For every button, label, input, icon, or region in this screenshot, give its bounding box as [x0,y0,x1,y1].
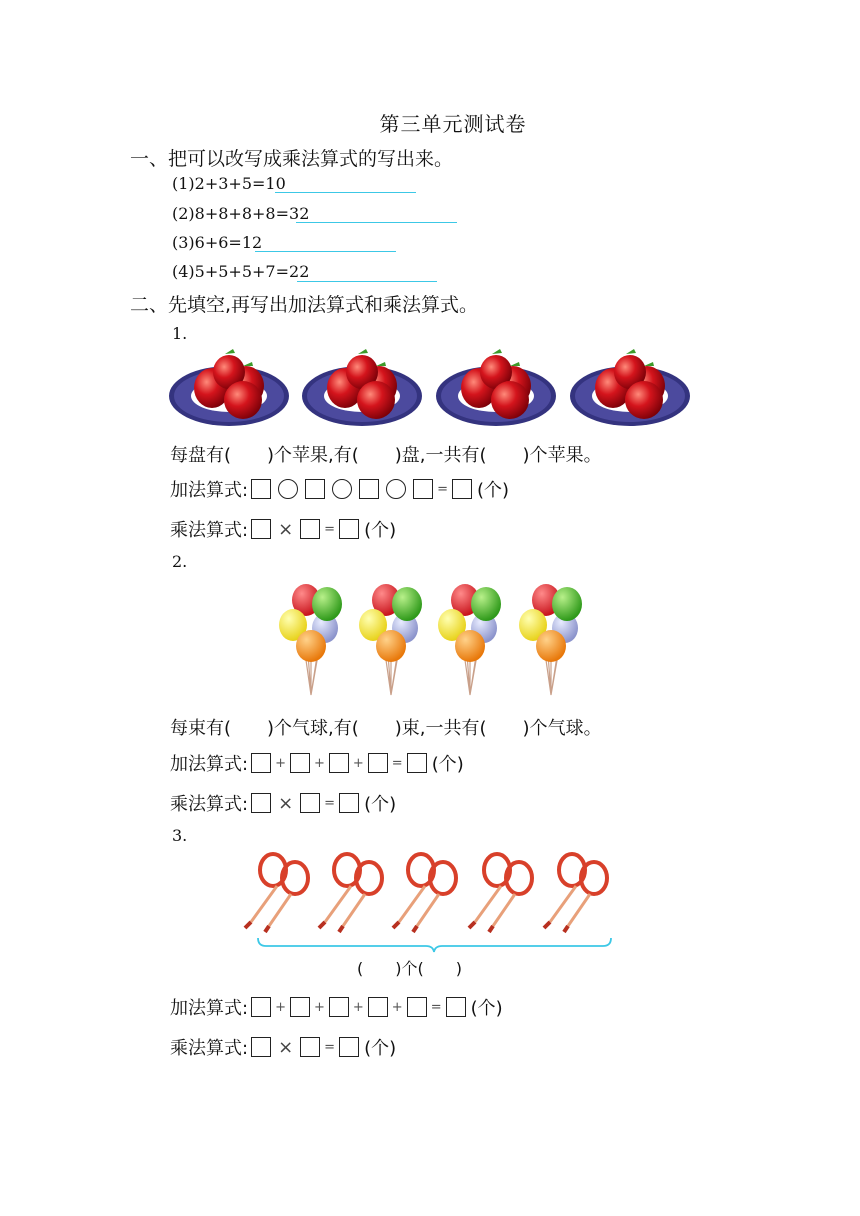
group-brace [258,938,611,952]
q1-number: 1. [172,324,188,343]
page-title: 第三单元测试卷 [379,112,527,136]
q3-multiplication-equation [170,1034,396,1060]
q3-add-result-box[interactable] [446,997,466,1017]
section1-heading: 一、把可以改写成乘法算式的写出来。 [130,148,454,170]
racket-pair-4 [469,854,532,932]
equals-sign: = [324,795,336,811]
q3-mul-box-1[interactable] [251,1037,271,1057]
unit-label: (个) [364,1038,397,1059]
unit-label: (个) [364,520,397,541]
unit-label: (个) [476,480,510,501]
q3-add-box-2[interactable] [290,997,310,1017]
section2-heading: 二、先填空,再写出加法算式和乘法算式。 [130,294,479,316]
q2-add-label: 加法算式: [170,754,249,775]
equals-sign: = [324,1039,336,1055]
unit-label: (个) [470,998,503,1019]
plus-sign: + [275,999,286,1015]
q3-mul-label: 乘法算式: [170,1038,249,1059]
racket-pair-1 [245,854,308,932]
q3-brace-caption: ( )个( ) [357,959,462,978]
equals-sign: = [430,999,442,1015]
section1-item-2: (2)8+8+8+8=32 [172,204,310,223]
equals-sign: = [324,521,336,537]
q3-add-box-1[interactable] [251,997,271,1017]
racket-pair-3 [393,854,456,932]
plus-sign: + [275,755,286,771]
unit-label: (个) [364,794,397,815]
q2-number: 2. [172,552,188,571]
q2-sentence: 每束有( )个气球,有( )束,一共有( )个气球。 [170,718,602,739]
unit-label: (个) [431,754,464,775]
q3-mul-result-box[interactable] [339,1037,359,1057]
q1-sentence: 每盘有( )个苹果,有( )盘,一共有( )个苹果。 [170,445,602,466]
equals-sign: = [437,481,448,497]
plus-sign: + [352,755,364,771]
racket-pair-5 [544,854,607,932]
plus-sign: + [313,755,325,771]
times-sign: × [278,792,294,814]
q3-addition-equation [170,994,503,1020]
equals-sign: = [391,755,403,771]
q3-add-label: 加法算式: [170,998,249,1019]
times-sign: × [278,518,294,540]
times-sign: × [278,1036,294,1058]
section1-item-3: (3)6+6=12 [172,233,263,252]
q1-mul-label: 乘法算式: [170,520,249,541]
section1-item-4: (4)5+5+5+7=22 [172,262,310,281]
q1-add-label: 加法算式: [170,480,249,501]
q3-add-box-5[interactable] [407,997,427,1017]
plus-sign: + [313,999,325,1015]
q2-mul-label: 乘法算式: [170,794,249,815]
q3-number: 3. [172,826,188,845]
q3-mul-box-2[interactable] [300,1037,320,1057]
plus-sign: + [352,999,364,1015]
q3-add-box-3[interactable] [329,997,349,1017]
plus-sign: + [391,999,403,1015]
racket-pair-2 [319,854,382,932]
section1-item-1: (1)2+3+5=10 [172,174,286,193]
q3-add-box-4[interactable] [368,997,388,1017]
